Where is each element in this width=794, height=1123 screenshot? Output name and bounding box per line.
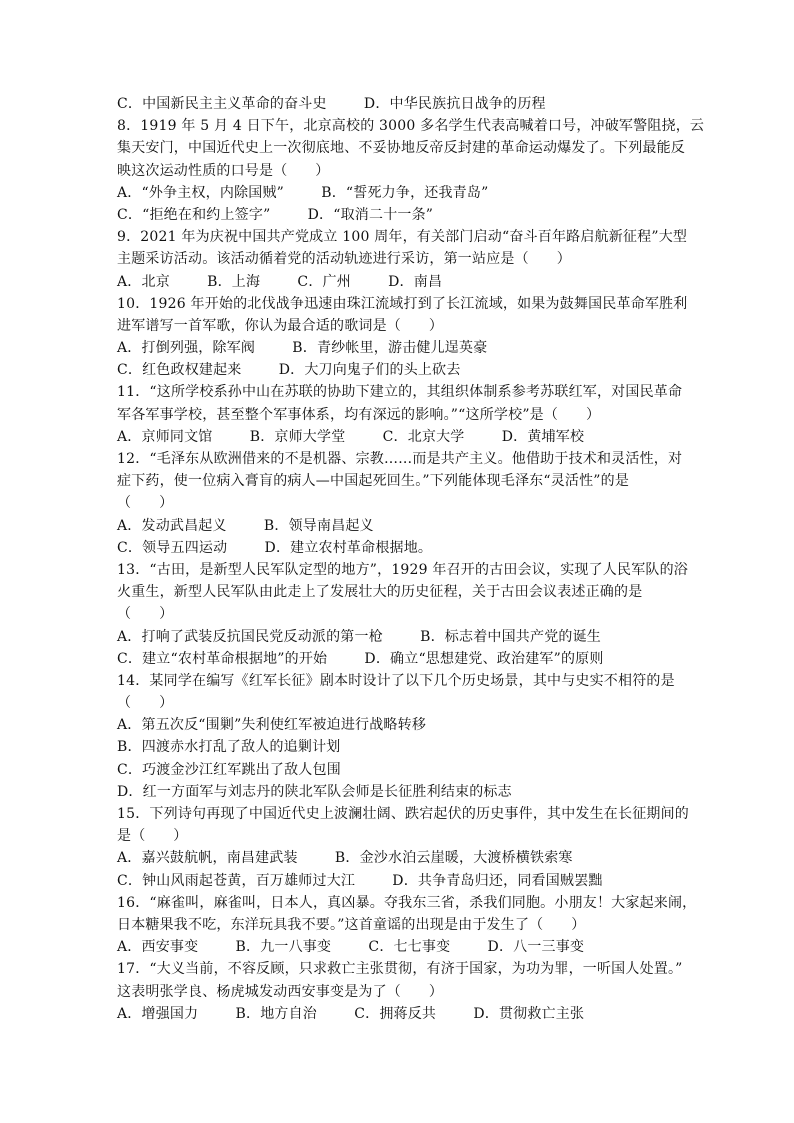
text-line: A．“外争主权，内除国贼” B．“誓死力争，还我青岛”	[117, 184, 489, 201]
text-line: 日本糖果我不吃，东洋玩具我不要。”这首童谣的出现是由于发生了（ ）	[117, 916, 586, 933]
text-line: D．红一方面军与刘志丹的陕北军队会师是长征胜利结束的标志	[117, 783, 512, 800]
text-line: 13．“古田，是新型人民军队定型的地方”，1929 年召开的古田会议，实现了人民军队的浴	[117, 561, 689, 578]
text-line: A．第五次反“围剿”失利使红军被迫进行战略转移	[117, 717, 427, 734]
text-line: 症下药，使一位病入膏肓的病人—中国起死回生。”下列能体现毛泽东“灵活性”的是	[117, 473, 630, 490]
text-line: 是（ ）	[117, 828, 188, 845]
text-line: C．领导五四运动 D．建立农村革命根据地。	[117, 539, 433, 556]
text-line: 17．“大义当前，不容反顾，只求救亡主张贯彻，有济于国家，为功为罪，一听国人处置。”	[117, 961, 683, 978]
text-line: A．嘉兴鼓航帆，南昌建武装 B．金沙水泊云崖暖，大渡桥横铁索寒	[117, 850, 573, 867]
text-line: 15．下列诗句再现了中国近代史上波澜壮阔、跌宕起伏的历史事件，其中发生在长征期间的	[117, 806, 690, 822]
text-line: 军各军事学校，甚至整个军事体系，均有深远的影响。”“这所学校”是（ ）	[117, 406, 601, 423]
text-line: （ ）	[117, 495, 174, 512]
text-line: 这表明张学良、杨虎城发动西安事变是为了（ ）	[117, 983, 444, 1000]
text-line: A．增强国力 B．地方自治 C．拥蒋反共 D．贯彻救亡主张	[117, 1005, 585, 1022]
text-line: 火重生，新型人民军队由此走上了发展壮大的历史征程，关于古田会议表述正确的是	[117, 584, 643, 601]
text-line: A．京师同文馆 B．京师大学堂 C．北京大学 D．黄埔军校	[117, 428, 585, 445]
text-line: C．钟山风雨起苍黄，百万雄师过大江 D．共争青岛归还，同看国贼罢黜	[117, 872, 603, 889]
text-line: A．发动武昌起义 B．领导南昌起义	[117, 517, 374, 534]
text-line: 映这次运动性质的口号是（ ）	[117, 162, 330, 179]
text-line: A．打响了武装反抗国民党反动派的第一枪 B．标志着中国共产党的诞生	[117, 628, 601, 645]
text-line: 集天安门，中国近代史上一次彻底地、不妥协地反帝反封建的革命运动爆发了。下列最能反	[117, 140, 685, 157]
text-line: A．打倒列强，除军阀 B．青纱帐里，游击健儿逞英豪	[117, 340, 488, 357]
text-line: 12．“毛泽东从欧洲借来的不是机器、宗教……而是共产主义。他借助于技术和灵活性，对	[117, 451, 683, 467]
text-line: （ ）	[117, 695, 174, 712]
text-line: C．中国新民主主义革命的奋斗史 D．中华民族抗日战争的历程	[117, 96, 546, 112]
text-line: 16．“麻雀叫，麻雀叫，日本人，真凶暴。夺我东三省，杀我们同胞。小朋友！大家起来闹，	[117, 894, 697, 911]
text-line: A．北京 B．上海 C．广州 D．南昌	[117, 273, 443, 290]
text-line: 主题采访活动。该活动循着党的活动轨迹进行采访，第一站应是（ ）	[117, 251, 571, 268]
text-line: 11．“这所学校系孙中山在苏联的协助下建立的，其组织体制系参考苏联红军，对国民革命	[117, 384, 683, 401]
text-line: 9．2021 年为庆祝中国共产党成立 100 周年，有关部门启动“奋斗百年路启航新征程”大型	[117, 229, 688, 246]
question-text-block	[117, 93, 705, 1025]
text-line: （ ）	[117, 606, 174, 623]
text-line: 进军谱写一首军歌，你认为最合适的歌词是（ ）	[117, 317, 444, 334]
text-line: 14．某同学在编写《红军长征》剧本时设计了以下几个历史场景，其中与史实不相符的是	[117, 672, 675, 689]
text-line: C．巧渡金沙江红军跳出了敌人包围	[117, 761, 341, 778]
text-line: 10．1926 年开始的北伐战争迅速由珠江流域打到了长江流域，如果为鼓舞国民革命军胜利	[117, 295, 688, 312]
text-line: B．四渡赤水打乱了敌人的追剿计划	[117, 739, 341, 756]
text-line: A．西安事变 B．九一八事变 C．七七事变 D．八一三事变	[117, 939, 585, 956]
text-line: C．“拒绝在和约上签字” D．“取消二十一条”	[117, 206, 434, 223]
text-line: C．建立“农村革命根据地”的开始 D．确立“思想建党、政治建军”的原则	[117, 650, 604, 667]
text-line: C．红色政权建起来 D．大刀向鬼子们的头上砍去	[117, 362, 461, 379]
text-line: 8．1919 年 5 月 4 日下午，北京高校的 3000 多名学生代表高喊着口号，冲破军警阻挠，云	[117, 118, 705, 135]
